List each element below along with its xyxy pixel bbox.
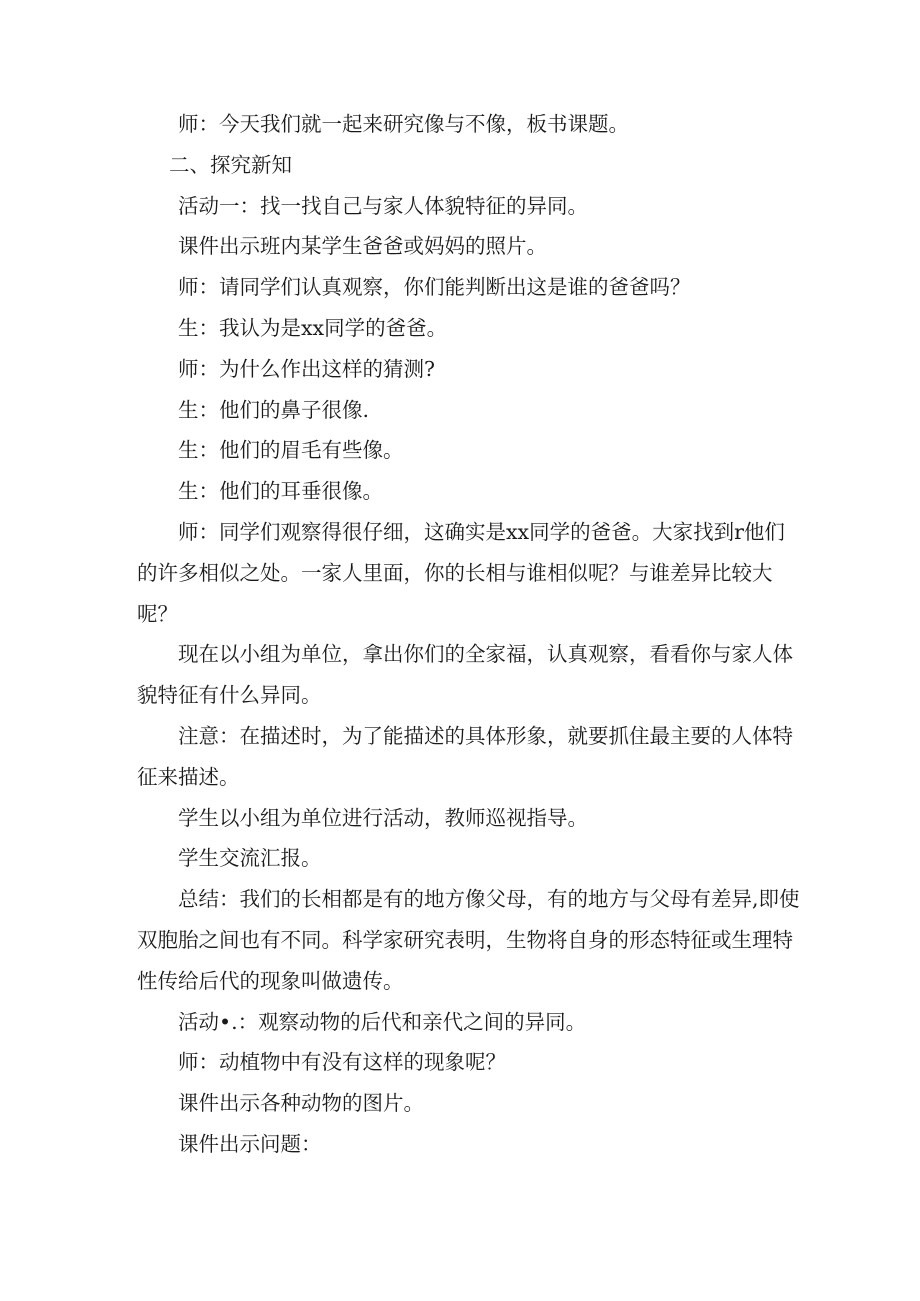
paragraph: 学生交流汇报。: [178, 846, 322, 871]
paragraph: 现在以小组为单位，拿出你们的全家福，认真观察，看看你与家人体貌特征有什么异同。: [137, 642, 793, 708]
paragraph: 生：他们的耳垂很像。: [178, 479, 383, 504]
paragraph-intro: 师：今天我们就一起来研究像与不像，板书课题。: [178, 112, 629, 136]
document-body: [137, 104, 802, 1165]
paragraph: 生：我认为是xx同学的爸爸。: [178, 315, 448, 340]
section-heading: 二、探究新知: [169, 152, 292, 177]
paragraph: 课件出示各种动物的图片。: [178, 1091, 424, 1116]
paragraph: 课件出示班内某学生爸爸或妈妈的照片。: [178, 234, 547, 259]
paragraph-summary: 总结：我们的长相都是有的地方像父母，有的地方与父母有差异,即使双胞胎之间也有不同。科学家研究表明，生物将自身的形态特征或生理特性传给后代的现象叫做遗传。: [137, 887, 800, 993]
paragraph: 生：他们的眉毛有些像。: [178, 438, 404, 463]
paragraph: 师：请同学们认真观察，你们能判断出这是谁的爸爸吗？: [178, 275, 691, 300]
paragraph: 师：同学们观察得很仔细，这确实是xx同学的爸爸。大家找到r他们的许多相似之处。一家人里面，你的长相与谁相似呢？与谁差异比较大呢？: [137, 519, 785, 626]
paragraph: 生：他们的鼻子很像.: [178, 397, 370, 422]
paragraph-activity-two: 活动•.：观察动物的后代和亲代之间的异同。: [178, 1009, 587, 1034]
paragraph: 师：动植物中有没有这样的现象呢？: [178, 1050, 506, 1075]
paragraph: 师：为什么作出这样的猜测?: [178, 356, 435, 381]
paragraph-activity-one: 活动一：找一找自己与家人体貌特征的异同。: [178, 193, 588, 218]
paragraph: 学生以小组为单位进行活动，教师巡视指导。: [178, 805, 588, 830]
paragraph-note: 注意：在描述时，为了能描述的具体形象，就要抓住最主要的人体特征来描述。: [137, 723, 793, 789]
paragraph: 课件出示问题：: [178, 1131, 322, 1156]
